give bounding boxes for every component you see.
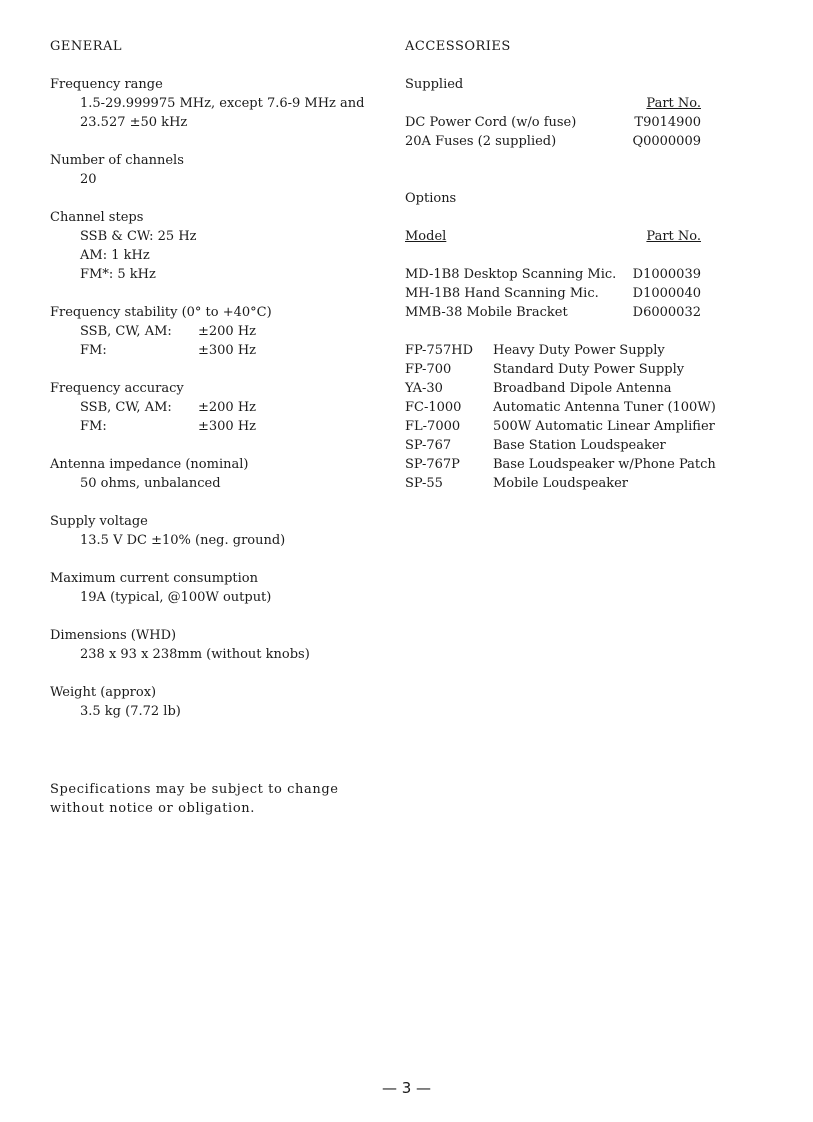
- general-heading: GENERAL: [50, 39, 123, 54]
- spec-frequency-stability: [50, 303, 380, 360]
- item-name: 20A Fuses (2 supplied): [405, 134, 557, 149]
- spec-value: 238 x 93 x 238mm (without knobs): [80, 647, 310, 662]
- spec-title: Frequency range: [50, 77, 163, 92]
- spec-supply-voltage: [50, 512, 380, 550]
- options-section: [405, 189, 805, 493]
- spec-value: FM*: 5 kHz: [80, 267, 156, 282]
- spec-key: SSB, CW, AM:: [80, 324, 172, 339]
- option-desc: Automatic Antenna Tuner (100W): [493, 400, 716, 415]
- spec-value: 23.527 ±50 kHz: [80, 115, 188, 130]
- spec-current-consumption: [50, 569, 380, 607]
- spec-value: 1.5-29.999975 MHz, except 7.6-9 MHz and: [80, 96, 365, 111]
- options-row: [405, 303, 701, 322]
- option-model: FP-757HD: [405, 343, 474, 358]
- option-model: YA-30: [405, 381, 443, 396]
- note-line: without notice or obligation.: [50, 801, 255, 816]
- spec-key: FM:: [80, 343, 107, 358]
- item-part: T9014900: [634, 115, 701, 130]
- part-no-header: Part No.: [646, 229, 701, 244]
- spec-title: Weight (approx): [50, 685, 157, 700]
- spec-value: SSB & CW: 25 Hz: [80, 229, 197, 244]
- spec-title: Dimensions (WHD): [50, 628, 177, 643]
- spec-frequency-range: [50, 75, 380, 132]
- option-model: FC-1000: [405, 400, 462, 415]
- options-title: Options: [405, 191, 457, 206]
- spec-value: ±200 Hz: [198, 400, 257, 415]
- options-row: [405, 284, 701, 303]
- spec-row: [50, 398, 380, 417]
- spec-value: 19A (typical, @100W output): [80, 590, 272, 605]
- item-name: MH-1B8 Hand Scanning Mic.: [405, 286, 599, 301]
- spec-value: ±300 Hz: [198, 343, 257, 358]
- option-model: SP-55: [405, 476, 443, 491]
- supplied-header-row: [405, 94, 701, 113]
- options-row: [405, 265, 701, 284]
- option-model: SP-767: [405, 438, 452, 453]
- accessories-heading: ACCESSORIES: [405, 39, 511, 54]
- spec-key: SSB, CW, AM:: [80, 400, 172, 415]
- option-desc: Broadband Dipole Antenna: [493, 381, 672, 396]
- spec-value: ±200 Hz: [198, 324, 257, 339]
- spec-title: Number of channels: [50, 153, 184, 168]
- option-desc: Heavy Duty Power Supply: [493, 343, 665, 358]
- supplied-row: [405, 132, 701, 151]
- option-model: FP-700: [405, 362, 452, 377]
- spec-row: [50, 417, 380, 436]
- supplied-title: Supplied: [405, 77, 464, 92]
- option-list-item: [405, 436, 805, 455]
- general-section: [50, 37, 380, 721]
- spec-value: 13.5 V DC ±10% (neg. ground): [80, 533, 286, 548]
- accessories-section: [405, 37, 805, 493]
- spec-title: Channel steps: [50, 210, 144, 225]
- spec-title: Maximum current consumption: [50, 571, 258, 586]
- option-list-item: [405, 398, 805, 417]
- spec-key: FM:: [80, 419, 107, 434]
- spec-row: [50, 341, 380, 360]
- spec-title: Antenna impedance (nominal): [50, 457, 249, 472]
- item-part: D6000032: [632, 305, 701, 320]
- spec-channel-steps: [50, 208, 380, 284]
- disclaimer-note: [50, 780, 380, 818]
- option-desc: Base Station Loudspeaker: [493, 438, 666, 453]
- option-list-item: [405, 455, 805, 474]
- spec-channels: [50, 151, 380, 189]
- option-desc: Base Loudspeaker w/Phone Patch: [493, 457, 716, 472]
- item-name: MMB-38 Mobile Bracket: [405, 305, 568, 320]
- item-name: DC Power Cord (w/o fuse): [405, 115, 577, 130]
- spec-title: Supply voltage: [50, 514, 148, 529]
- spec-antenna-impedance: [50, 455, 380, 493]
- spec-title: Frequency stability (0° to +40°C): [50, 305, 272, 320]
- page-number: — 3 —: [381, 1079, 432, 1097]
- spec-row: [50, 322, 380, 341]
- option-list-item: [405, 379, 805, 398]
- item-name: MD-1B8 Desktop Scanning Mic.: [405, 267, 617, 282]
- spec-value: 50 ohms, unbalanced: [80, 476, 221, 491]
- option-model: SP-767P: [405, 457, 460, 472]
- spec-weight: [50, 683, 380, 721]
- option-model: FL-7000: [405, 419, 461, 434]
- option-list-item: [405, 341, 805, 360]
- option-list-item: [405, 417, 805, 436]
- spec-frequency-accuracy: [50, 379, 380, 436]
- option-list-item: [405, 474, 805, 493]
- spec-value: ±300 Hz: [198, 419, 257, 434]
- item-part: D1000039: [632, 267, 701, 282]
- supplied-row: [405, 113, 701, 132]
- option-desc: Mobile Loudspeaker: [493, 476, 628, 491]
- spec-value: 20: [80, 172, 97, 187]
- spec-dimensions: [50, 626, 380, 664]
- spec-value: 3.5 kg (7.72 lb): [80, 704, 181, 719]
- spec-title: Frequency accuracy: [50, 381, 184, 396]
- model-header: Model: [405, 229, 447, 244]
- options-header-row: [405, 227, 701, 246]
- supplied-section: [405, 75, 805, 151]
- item-part: Q0000009: [632, 134, 701, 149]
- part-no-header: Part No.: [646, 96, 701, 111]
- option-list-item: [405, 360, 805, 379]
- option-desc: Standard Duty Power Supply: [493, 362, 685, 377]
- option-desc: 500W Automatic Linear Amplifier: [493, 419, 715, 434]
- spec-value: AM: 1 kHz: [80, 248, 150, 263]
- item-part: D1000040: [632, 286, 701, 301]
- note-line: Specifications may be subject to change: [50, 782, 339, 797]
